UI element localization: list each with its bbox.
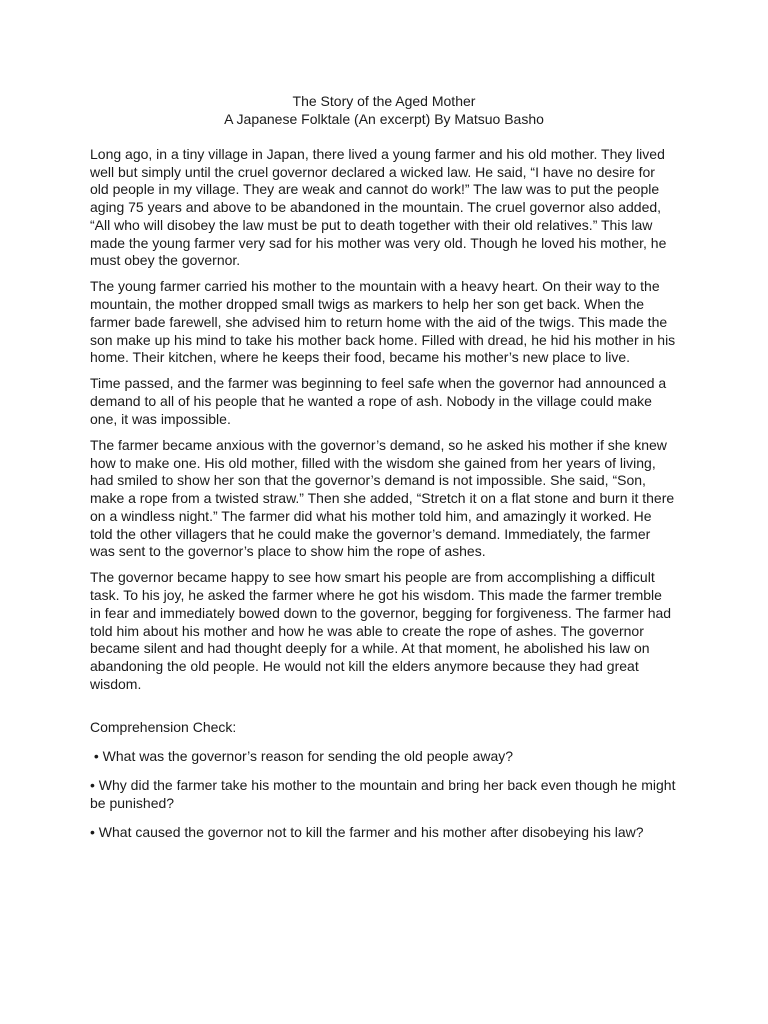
question-3 <box>90 823 682 841</box>
document-subtitle: A Japanese Folktale (An excerpt) By Matsuo Basho <box>224 111 544 127</box>
story-paragraph-2: The young farmer carried his mother to the mountain with a heavy heart. On their way to the mountain, the mother dropped small twigs as markers to help her son get back. When the farmer bade farewell, she advised him to return home with the aid of the twigs. This made the son make up his mind to take his mother back home. Filled with dread, he hid his mother in his home. Their kitchen, where he keeps their food, became his mother’s new place to live. <box>90 278 676 366</box>
story-paragraph-4: The farmer became anxious with the governor’s demand, so he asked his mother if she knew how to make one. His old mother, filled with the wisdom she gained from her years of living, had smiled to show her son that the governor’s demand is not impossible. She said, “Son, make a rope from a twisted straw.” Then she added, “Stretch it on a flat stone and burn it there on a windless night.” The farmer did what his mother told him, and amazingly it worked. He told the other villagers that he could make the governor’s demand. Immediately, the farmer was sent to the governor’s place to show him the rope of ashes. <box>90 437 675 560</box>
story-paragraph-1: Long ago, in a tiny village in Japan, there lived a young farmer and his old mother. They lived well but simply until the cruel governor declared a wicked law. He said, “I have no desire for old people in my village. They are weak and cannot do work!” The law was to put the people aging 75 years and above to be abandoned in the mountain. The cruel governor also added, “All who will disobey the law must be put to death together with their old relatives.” This law made the young farmer very sad for his mother was very old. Though he loved his mother, he must obey the governor. <box>90 146 667 269</box>
story-paragraph-5: The governor became happy to see how smart his people are from accomplishing a difficult task. To his joy, he asked the farmer where he got his wisdom. This made the farmer tremble in fear and immediately bowed down to the governor, begging for forgiveness. The farmer had told him about his mother and how he was able to create the rope of ashes. The governor became silent and had thought deeply for a while. At that moment, he abolished his law on abandoning the old people. He would not kill the elders anymore because they had great wisdom. <box>90 569 672 692</box>
comprehension-section <box>90 718 682 852</box>
bullet-icon: • <box>93 748 99 764</box>
bullet-icon: • <box>90 777 95 793</box>
story-body <box>90 146 676 702</box>
title-block <box>0 92 768 128</box>
story-paragraph-3: Time passed, and the farmer was beginning to feel safe when the governor had announced a demand to all of his people that he wanted a rope of ash. Nobody in the village could make one, it was impossible. <box>90 375 667 427</box>
question-3-text: What caused the governor not to kill the farmer and his mother after disobeying his law? <box>94 824 644 840</box>
comprehension-heading: Comprehension Check: <box>90 719 237 735</box>
question-1-text: What was the governor’s reason for sending the old people away? <box>98 748 514 764</box>
question-2 <box>90 776 682 812</box>
bullet-icon: • <box>90 824 95 840</box>
question-2-text: Why did the farmer take his mother to the mountain and bring her back even though he might be punished? <box>90 777 676 811</box>
question-1 <box>90 747 682 765</box>
document-title: The Story of the Aged Mother <box>292 93 476 109</box>
